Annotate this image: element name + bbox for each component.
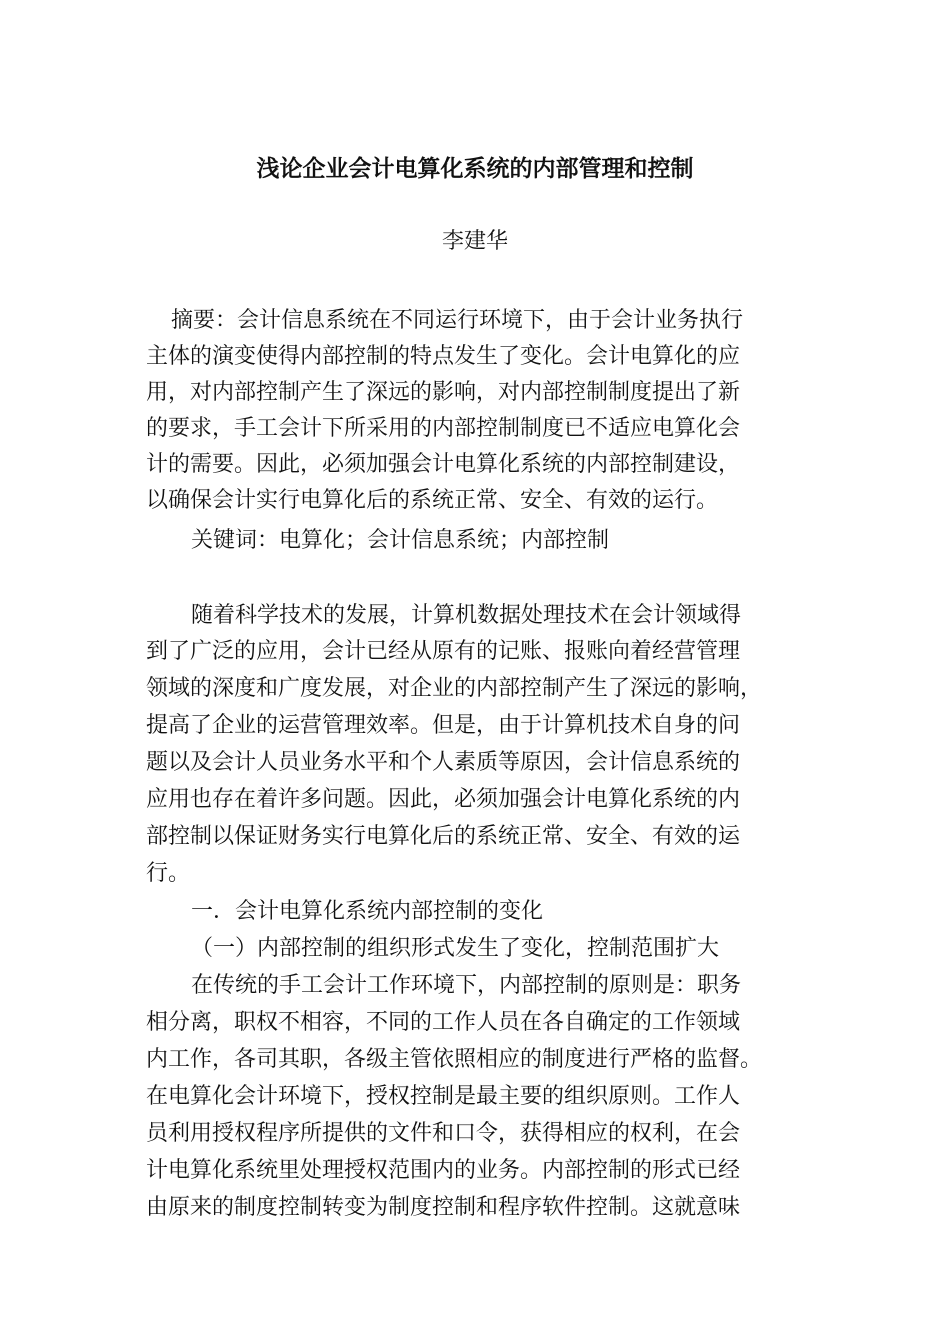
paragraph-line: 领域的深度和广度发展，对企业的内部控制产生了深远的影响， xyxy=(146,676,763,701)
paragraph-line: 应用也存在着许多问题。因此，必须加强会计电算化系统的内 xyxy=(146,787,741,812)
author-name: 李建华 xyxy=(441,229,508,254)
paragraph-line: 在电算化会计环境下，授权控制是最主要的组织原则。工作人 xyxy=(146,1084,741,1109)
abstract-line: 用，对内部控制产生了深远的影响，对内部控制制度提出了新 xyxy=(146,380,741,405)
paragraph-line: 相分离，职权不相容，不同的工作人员在各自确定的工作领域 xyxy=(146,1010,741,1035)
paragraph-line: 提高了企业的运营管理效率。但是，由于计算机技术自身的问 xyxy=(146,713,741,738)
paragraph-line: 行。 xyxy=(146,861,191,886)
paragraph-line: 员利用授权程序所提供的文件和口令，获得相应的权利，在会 xyxy=(146,1121,741,1146)
abstract-line: 主体的演变使得内部控制的特点发生了变化。会计电算化的应 xyxy=(146,344,741,369)
subsection-heading: （一）内部控制的组织形式发生了变化，控制范围扩大 xyxy=(191,936,720,961)
paragraph-line: 在传统的手工会计工作环境下，内部控制的原则是：职务 xyxy=(191,973,742,998)
abstract-line: 计的需要。因此，必须加强会计电算化系统的内部控制建设， xyxy=(146,452,741,477)
section-heading: 一．会计电算化系统内部控制的变化 xyxy=(191,899,544,924)
paragraph-line: 部控制以保证财务实行电算化后的系统正常、安全、有效的运 xyxy=(146,824,741,849)
paragraph-line: 计电算化系统里处理授权范围内的业务。内部控制的形式已经 xyxy=(146,1158,741,1183)
abstract-line: 以确保会计实行电算化后的系统正常、安全、有效的运行。 xyxy=(146,488,719,513)
paragraph-line: 内工作，各司其职，各级主管依照相应的制度进行严格的监督。 xyxy=(146,1047,763,1072)
keywords: 关键词：电算化；会计信息系统；内部控制 xyxy=(191,528,610,553)
paragraph-line: 由原来的制度控制转变为制度控制和程序软件控制。这就意味 xyxy=(146,1195,741,1220)
paragraph-line: 题以及会计人员业务水平和个人素质等原因，会计信息系统的 xyxy=(146,750,741,775)
paragraph-line: 到了广泛的应用，会计已经从原有的记账、报账向着经营管理 xyxy=(146,639,741,664)
abstract-line: 摘要：会计信息系统在不同运行环境下，由于会计业务执行 xyxy=(171,308,744,333)
paragraph-line: 随着科学技术的发展，计算机数据处理技术在会计领域得 xyxy=(191,603,742,628)
abstract-line: 的要求，手工会计下所采用的内部控制制度已不适应电算化会 xyxy=(146,416,741,441)
document-title: 浅论企业会计电算化系统的内部管理和控制 xyxy=(256,156,694,182)
